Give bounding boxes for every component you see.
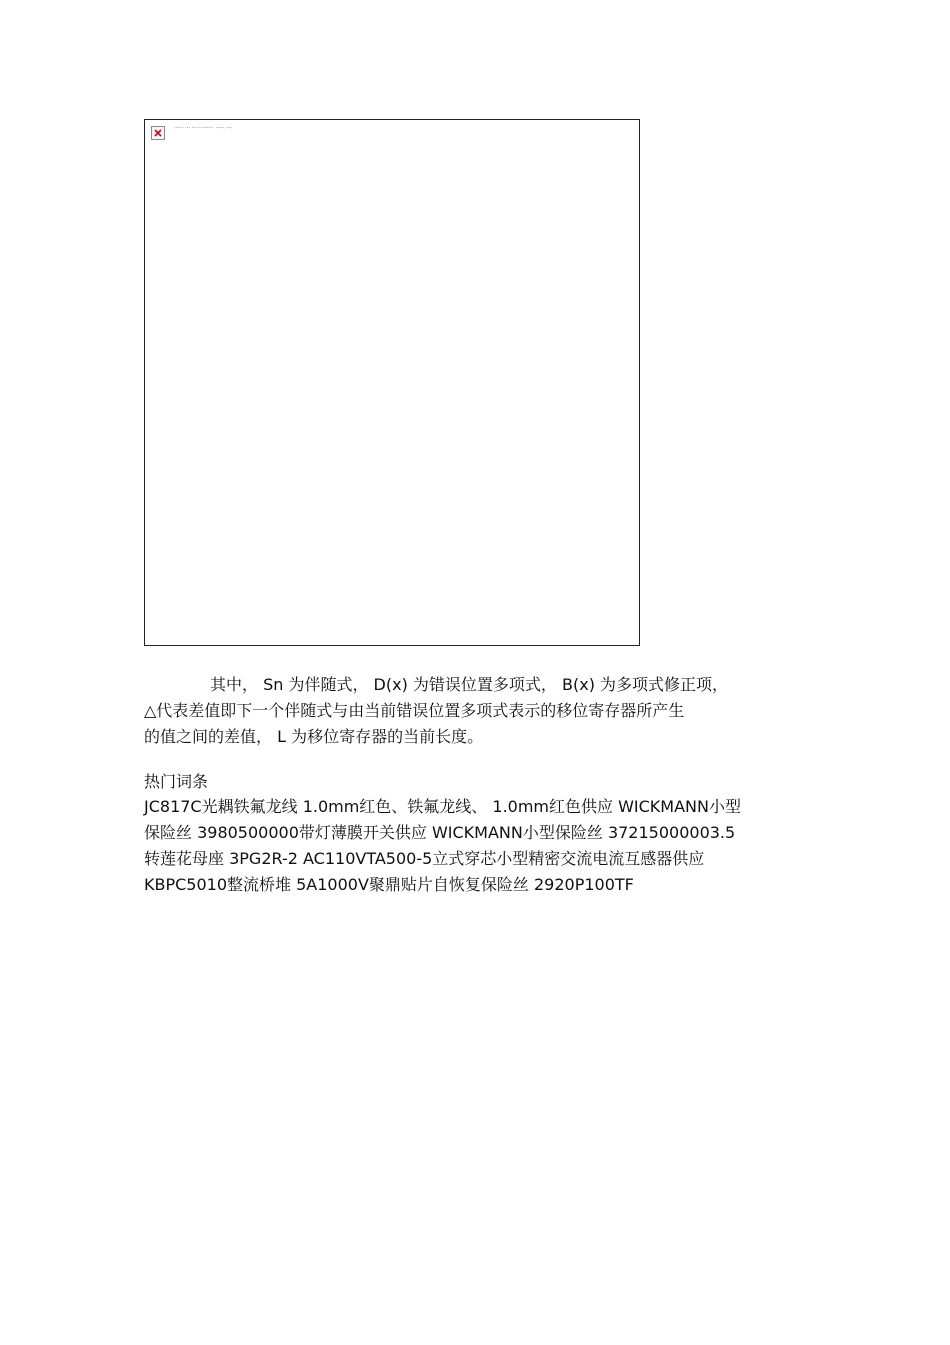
caption-line: 其中， Sn 为伴随式， D(x) 为错误位置多项式， B(x) 为多项式修正项， — [210, 675, 729, 694]
hot-terms-line: 转莲花母座 3PG2R-2 AC110VTA500-5立式穿芯小型精密交流电流互感器供应 — [144, 849, 705, 868]
hot-terms-line: KBPC5010整流桥堆 5A1000V聚鼎贴片自恢复保险丝 2920P100TF — [144, 875, 634, 894]
hot-terms-title: 热门词条 — [144, 772, 209, 791]
caption-line: △代表差值即下一个伴随式与由当前错误位置多项式表示的移位寄存器所产生 — [144, 701, 685, 720]
broken-image-icon — [151, 126, 165, 140]
caption-line: 的值之间的差值， L 为移位寄存器的当前长度。 — [144, 727, 484, 746]
hot-terms-line: 保险丝 3980500000带灯薄膜开关供应 WICKMANN小型保险丝 37215000003.5 — [144, 823, 736, 842]
hot-terms-list — [144, 794, 741, 898]
hot-terms-line: JC817C光耦铁氟龙线 1.0mm红色、铁氟龙线、 1.0mm红色供应 WICKMANN小型 — [144, 797, 741, 816]
image-alt-text: ᵛᵛʷᵛᵛᶜᵛᵘᵒ ʷᵉᶜʰᵛᵉᵇᵒᵒᵒᵏˢ ⁱᵐᵃᵍᵉ ᵖⁿᵍ — [174, 126, 232, 130]
caption-paragraph — [144, 672, 728, 750]
close-icon — [154, 129, 162, 137]
missing-image-frame — [144, 119, 640, 646]
